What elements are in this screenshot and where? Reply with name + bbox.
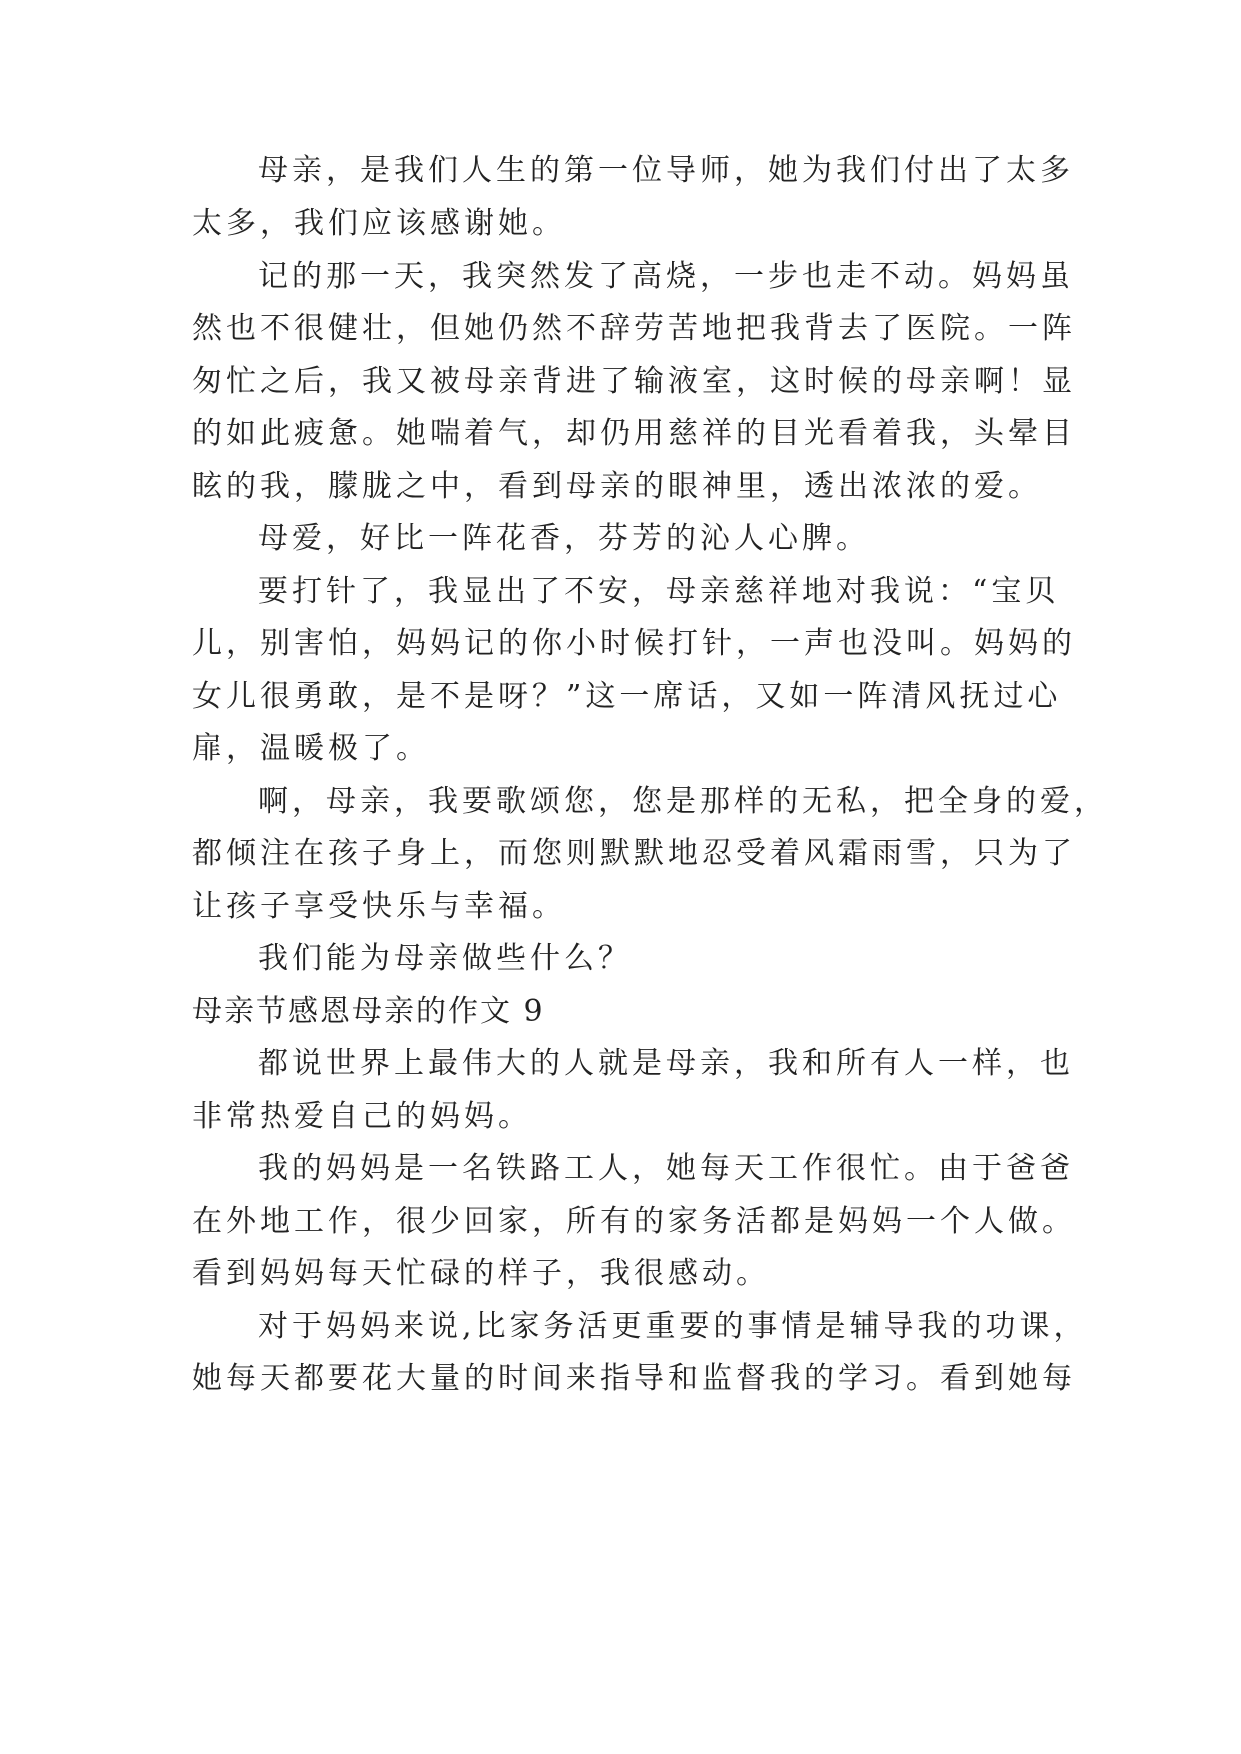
paragraph-line: 的如此疲惫。她喘着气，却仍用慈祥的目光看着我，头晕目 xyxy=(192,416,1076,451)
paragraph-line: 儿，别害怕，妈妈记的你小时候打针，一声也没叫。妈妈的 xyxy=(192,626,1076,661)
paragraph-line: 扉，温暖极了。 xyxy=(192,731,430,766)
paragraph-line: 都倾注在孩子身上，而您则默默地忍受着风霜雨雪，只为了 xyxy=(192,836,1076,871)
paragraph-line: 非常热爱自己的妈妈。 xyxy=(192,1099,532,1134)
paragraph-line: 看到妈妈每天忙碌的样子，我很感动。 xyxy=(192,1256,770,1291)
paragraph-line: 要打针了，我显出了不安，母亲慈祥地对我说：“宝贝 xyxy=(258,574,1060,609)
paragraph-line: 记的那一天，我突然发了高烧，一步也走不动。妈妈虽 xyxy=(258,259,1074,294)
paragraph-line: 然也不很健壮，但她仍然不辞劳苦地把我背去了医院。一阵 xyxy=(192,311,1076,346)
paragraph-line: 母亲，是我们人生的第一位导师，她为我们付出了太多 xyxy=(258,153,1074,188)
paragraph-line: 对于妈妈来说,比家务活更重要的事情是辅导我的功课， xyxy=(258,1309,1088,1344)
paragraph-line: 让孩子享受快乐与幸福。 xyxy=(192,889,566,924)
paragraph-line: 都说世界上最伟大的人就是母亲，我和所有人一样，也 xyxy=(258,1046,1074,1081)
paragraph-line: 匆忙之后，我又被母亲背进了输液室，这时候的母亲啊！显 xyxy=(192,364,1076,399)
paragraph-line: 我们能为母亲做些什么？ xyxy=(258,941,632,976)
paragraph-line: 太多，我们应该感谢她。 xyxy=(192,206,566,241)
section-heading: 母亲节感恩母亲的作文 9 xyxy=(192,994,545,1029)
paragraph-line: 她每天都要花大量的时间来指导和监督我的学习。看到她每 xyxy=(192,1361,1076,1396)
paragraph-line: 女儿很勇敢，是不是呀？”这一席话，又如一阵清风抚过心 xyxy=(192,679,1062,714)
paragraph-line: 啊，母亲，我要歌颂您，您是那样的无私，把全身的爱， xyxy=(258,784,1108,819)
paragraph-line: 我的妈妈是一名铁路工人，她每天工作很忙。由于爸爸 xyxy=(258,1151,1074,1186)
paragraph-line: 眩的我，朦胧之中，看到母亲的眼神里，透出浓浓的爱。 xyxy=(192,469,1042,504)
paragraph-line: 在外地工作，很少回家，所有的家务活都是妈妈一个人做。 xyxy=(192,1204,1076,1239)
paragraph-line: 母爱，好比一阵花香，芬芳的沁人心脾。 xyxy=(258,521,870,556)
